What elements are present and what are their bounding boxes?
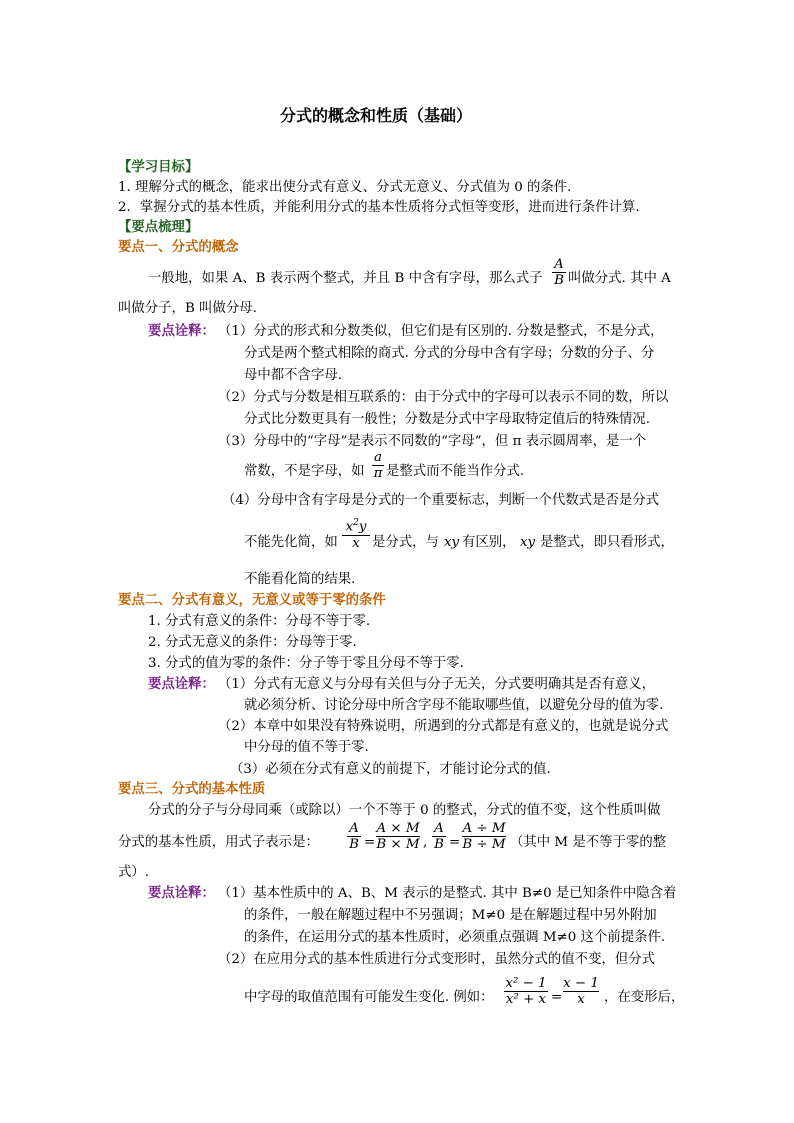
- fraction-AdM-over-BdM: [462, 822, 506, 852]
- p1-line2: 叫做分子，B 叫做分母.: [118, 301, 257, 316]
- point3-title: 要点三、分式的基本性质: [118, 781, 266, 797]
- m1-2: 就必须分析、讨论分母中所含字母不能取哪些值，以避免分母的值为零.: [244, 698, 664, 713]
- p1-line1b: 叫做分式. 其中 A: [568, 271, 671, 286]
- frac-num: a: [374, 450, 382, 465]
- frac-den: x² + x: [505, 992, 547, 1008]
- frac-den: B: [434, 837, 444, 853]
- cond-1: 1. 分式有意义的条件：分母不等于零.: [148, 614, 371, 629]
- eq-sign-3: =: [551, 990, 563, 1005]
- cond-2: 2. 分式无意义的条件：分母等于零.: [148, 635, 357, 650]
- note-label-1: 要点诠释：: [148, 323, 215, 339]
- n4-3: 不能看化简的结果.: [244, 572, 356, 587]
- m2-2: 中分母的值不等于零.: [244, 740, 369, 755]
- frac-den: B × M: [376, 837, 420, 853]
- n3-2b: 是整式而不能当作分式.: [386, 464, 525, 479]
- fraction-x2y-over-x: [342, 519, 370, 550]
- page-title: 分式的概念和性质（基础）: [280, 106, 473, 125]
- frac-num: A × M: [376, 821, 420, 836]
- cond-3: 3. 分式的值为零的条件：分子等于零且分母不等于零.: [148, 656, 464, 671]
- xy-term-1: xy: [444, 535, 460, 550]
- frac-den: B: [349, 837, 359, 853]
- n4-1: （4）分母中含有字母是分式的一个重要标志，判断一个代数式是否是分式: [222, 493, 660, 508]
- point2-title: 要点二、分式有意义，无意义或等于零的条件: [118, 592, 386, 608]
- fraction-a-over-pi: [372, 451, 384, 481]
- p1-line1a: 一般地，如果 A、B 表示两个整式，并且 B 中含有字母，那么式子: [148, 271, 543, 286]
- n4-2d: 是整式，即只看形式，: [540, 535, 674, 550]
- n2-2: 分式比分数更具有一般性；分数是分式中字母取特定值后的特殊情况.: [244, 412, 650, 427]
- review-header: 【要点梳理】: [118, 219, 199, 235]
- frac-den: B ÷ M: [462, 837, 506, 853]
- fraction-xm1-over-x: [563, 977, 599, 1007]
- goal-2: 2．掌握分式的基本性质，并能利用分式的基本性质将分式恒等变形，进而进行条件计算.: [118, 200, 640, 215]
- k1-1: （1）基本性质中的 A、B、M 表示的是整式. 其中 B≠0 是已知条件中隐含着: [218, 886, 677, 901]
- frac-num: A: [434, 821, 444, 836]
- frac-num: A: [554, 257, 564, 272]
- fraction-AxM-over-BxM: [376, 822, 420, 852]
- fraction-A-over-B-2: [347, 822, 361, 852]
- n3-1: （3）分母中的“字母”是表示不同数的“字母”，但 π 表示圆周率，是一个: [218, 434, 647, 449]
- goals-header: 【学习目标】: [118, 159, 199, 175]
- n4-2b: 是分式，与: [372, 535, 439, 550]
- fraction-A-over-B: [552, 258, 566, 288]
- n2-1: （2）分式与分数是相互联系的：由于分式中的字母可以表示不同的数，所以: [218, 390, 669, 405]
- frac-num: $x^2y$: [345, 518, 367, 535]
- comma-1: ,: [423, 835, 428, 850]
- k2-2b: ，在变形后，: [604, 990, 685, 1005]
- frac-num: A: [349, 821, 359, 836]
- goal-1: 1. 理解分式的概念，能求出使分式有意义、分式无意义、分式值为 0 的条件.: [118, 180, 572, 195]
- n1-1: （1）分式的形式和分数类似，但它们是有区别的. 分数是整式，不是分式，: [218, 324, 664, 339]
- n3-2a: 常数，不是字母，如: [244, 464, 365, 479]
- frac-den: π: [373, 466, 383, 482]
- k2-2a: 中字母的取值范围有可能发生变化. 例如：: [244, 990, 494, 1005]
- n4-2c: 有区别，: [462, 535, 516, 550]
- b2b: （其中 M 是不等于零的整: [510, 835, 667, 850]
- k1-3: 的条件，在运用分式的基本性质时，必须重点强调 M≠0 这个前提条件.: [244, 930, 666, 945]
- eq-sign-1: =: [364, 835, 376, 850]
- n1-2: 分式是两个整式相除的商式. 分式的分母中含有字母；分数的分子、分: [244, 346, 655, 361]
- frac-num: x² − 1: [505, 976, 547, 991]
- frac-den: x: [577, 992, 585, 1008]
- m2-1: （2）本章中如果没有特殊说明，所遇到的分式都是有意义的，也就是说分式: [218, 719, 669, 734]
- fraction-A-over-B-3: [432, 822, 446, 852]
- k1-2: 的条件，一般在解题过程中不另强调；M≠0 是在解题过程中另外附加: [244, 908, 657, 923]
- note-label-3: 要点诠释：: [148, 885, 215, 901]
- note-label-2: 要点诠释：: [148, 676, 215, 692]
- fraction-x2m1-over-x2px: [504, 977, 548, 1007]
- xy-term-2: xy: [520, 535, 536, 550]
- frac-den: B: [554, 273, 564, 289]
- n1-3: 母中都不含字母.: [244, 368, 342, 383]
- b3: 式）.: [118, 865, 150, 880]
- frac-num: A ÷ M: [462, 821, 506, 836]
- m1-1: （1）分式有无意义与分母有关但与分子无关，分式要明确其是否有意义，: [218, 677, 656, 692]
- k2-1: （2）在应用分式的基本性质进行分式变形时，虽然分式的值不变，但分式: [218, 952, 656, 967]
- n4-2a: 不能先化简，如: [244, 535, 338, 550]
- m3-1: （3）必须在分式有意义的前提下，才能讨论分式的值.: [230, 762, 551, 777]
- frac-den: x: [352, 535, 360, 551]
- b2a: 分式的基本性质，用式子表示是：: [118, 835, 319, 850]
- b1: 分式的分子与分母同乘（或除以）一个不等于 0 的整式，分式的值不变，这个性质叫做: [148, 803, 661, 818]
- point1-title: 要点一、分式的概念: [118, 239, 239, 255]
- eq-sign-2: =: [449, 835, 461, 850]
- frac-num: x − 1: [563, 976, 599, 991]
